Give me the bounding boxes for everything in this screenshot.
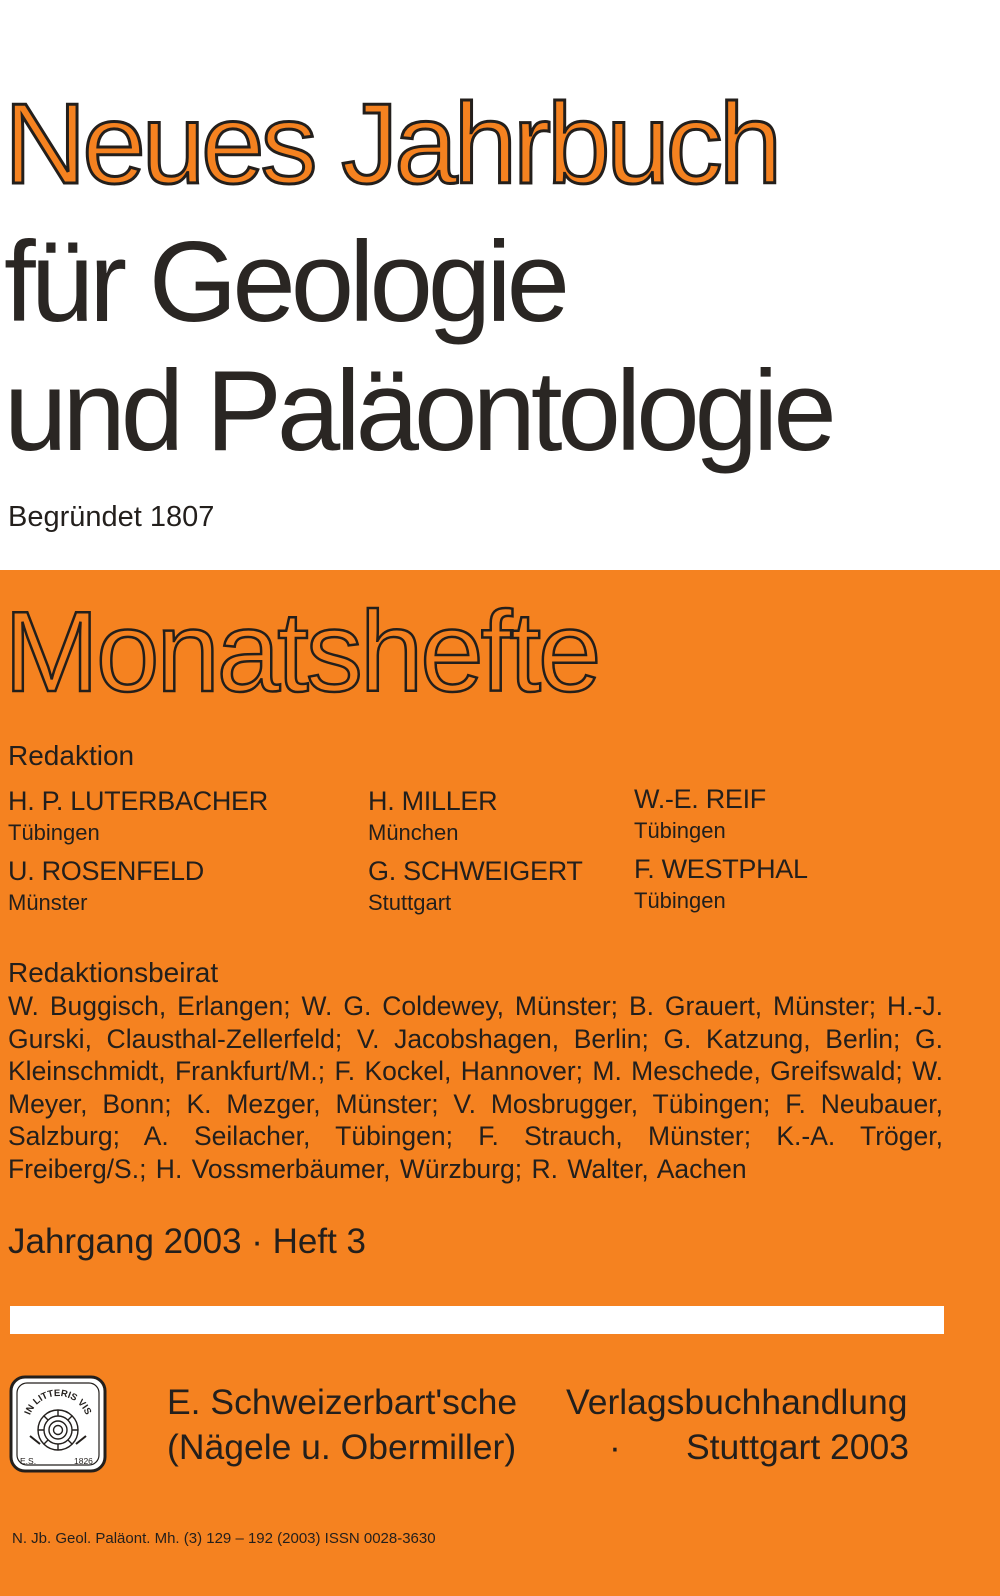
- editor-city: Tübingen: [634, 818, 726, 843]
- issue-info: Jahrgang 2003 · Heft 3: [8, 1222, 367, 1261]
- editor-name: H. MILLER: [368, 786, 498, 816]
- publisher-separator: ·: [609, 1427, 621, 1467]
- journal-title-line-3: und Paläontologie: [4, 348, 832, 475]
- editor-city: Tübingen: [8, 820, 100, 845]
- editor-city: Tübingen: [634, 888, 726, 913]
- seal-motto: IN LITTERIS VIS: [22, 1387, 94, 1417]
- publisher-name: E. Schweizerbart'sche: [167, 1382, 518, 1422]
- editor-city: München: [368, 820, 459, 845]
- citation-line: N. Jb. Geol. Paläont. Mh. (3) 129 – 192 (2003) ISSN 0028-3630: [12, 1530, 436, 1547]
- journal-title-line-1: Neues Jahrbuch: [4, 81, 779, 208]
- white-band: [10, 1306, 944, 1334]
- editor-name: H. P. LUTERBACHER: [8, 786, 268, 816]
- series-title: Monatshefte: [4, 589, 599, 716]
- publisher-place-year: Stuttgart 2003: [686, 1427, 910, 1467]
- publisher-owners: (Nägele u. Obermiller): [167, 1427, 517, 1467]
- editor-name: U. ROSENFELD: [8, 856, 204, 886]
- editor-name: W.-E. REIF: [634, 784, 767, 814]
- editor-city: Stuttgart: [368, 890, 452, 915]
- founded-note: Begründet 1807: [8, 501, 215, 533]
- advisory-board-label: Redaktionsbeirat: [8, 957, 219, 988]
- editor-name: F. WESTPHAL: [634, 854, 808, 884]
- seal-initials: E.S.: [20, 1456, 37, 1466]
- seal-year: 1826: [74, 1456, 93, 1466]
- journal-title-line-2: für Geologie: [4, 219, 566, 346]
- editor-city: Münster: [8, 890, 88, 915]
- ammonite-seal-icon: [8, 1374, 108, 1474]
- editor-name: G. SCHWEIGERT: [368, 856, 583, 886]
- editorial-label: Redaktion: [8, 740, 135, 771]
- publisher-type: Verlagsbuchhandlung: [566, 1382, 908, 1422]
- advisory-board-list: W. Buggisch, Erlangen; W. G. Coldewey, Münster; B. Grauert, Münster; H.-J. Gurski, Clausthal-Zellerfeld; V. Jacobshagen, Berlin; G. Katzung, Berlin; G. Kleinschmidt, Frankfurt/M.; F. Kockel, Hannover; M. Meschede, Greifswald; W. Meyer, Bonn; K. Mezger, Münster; V. Mosbrugger, Tübingen; F. Neubauer, Salzburg; A. Seilacher, Tübingen; F. Strauch, Münster; K.-A. Tröger, Freiberg/S.; H. Vossmerbäumer, Würzburg; R. Walter, Aachen: [8, 991, 943, 1184]
